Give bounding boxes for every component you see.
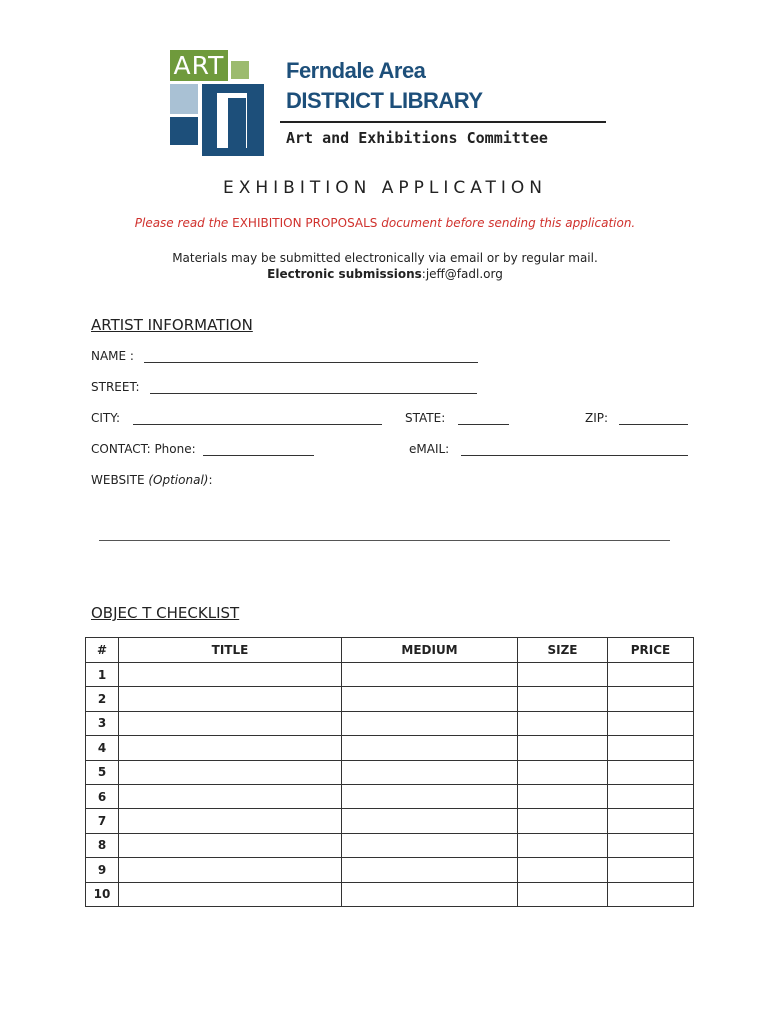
medium-cell[interactable]: [342, 809, 518, 833]
table-row: [86, 736, 694, 760]
logo-square: [170, 84, 198, 114]
materials-text: Materials may be submitted electronically via email or by regular mail.: [172, 251, 598, 265]
price-cell[interactable]: [608, 711, 694, 735]
row-number: 8: [86, 833, 119, 857]
medium-cell[interactable]: [342, 882, 518, 906]
state-field[interactable]: [458, 411, 509, 425]
title-cell[interactable]: [119, 809, 342, 833]
title-cell[interactable]: [119, 687, 342, 711]
table-row: [86, 663, 694, 687]
medium-cell[interactable]: [342, 736, 518, 760]
name-label: NAME :: [91, 349, 134, 363]
street-label: STREET:: [91, 380, 140, 394]
price-cell[interactable]: [608, 760, 694, 784]
section-checklist-heading: OBJEC T CHECKLIST: [91, 604, 240, 622]
website-colon: :: [208, 473, 213, 487]
title-cell[interactable]: [119, 833, 342, 857]
size-cell[interactable]: [518, 784, 608, 808]
website-label-text: WEBSITE: [91, 473, 149, 487]
email-label: eMAIL:: [409, 442, 450, 456]
price-cell[interactable]: [608, 882, 694, 906]
object-checklist-table: [85, 637, 694, 907]
row-number: 7: [86, 809, 119, 833]
row-number: 5: [86, 760, 119, 784]
table-row: [86, 882, 694, 906]
city-label: CITY:: [91, 411, 121, 425]
size-cell[interactable]: [518, 711, 608, 735]
email-field[interactable]: [461, 442, 688, 456]
city-field[interactable]: [133, 411, 382, 425]
title-cell[interactable]: [119, 663, 342, 687]
size-cell[interactable]: [518, 736, 608, 760]
logo-square: [170, 117, 198, 145]
logo-divider: [280, 121, 606, 123]
table-row: [86, 784, 694, 808]
table-header-row: [86, 638, 694, 663]
phone-label: CONTACT: Phone:: [91, 442, 196, 456]
state-label: STATE:: [405, 411, 446, 425]
title-cell[interactable]: [119, 736, 342, 760]
submission-line: [0, 267, 770, 281]
price-cell[interactable]: [608, 687, 694, 711]
section-artist-heading: ARTIST INFORMATION: [91, 316, 253, 334]
price-cell[interactable]: [608, 663, 694, 687]
website-label: [91, 473, 213, 487]
zip-label: ZIP:: [585, 411, 609, 425]
column-header-medium: MEDIUM: [342, 638, 518, 663]
website-optional: (Optional): [148, 473, 209, 487]
price-cell[interactable]: [608, 736, 694, 760]
note-post: document before sending this application.: [377, 216, 636, 230]
size-cell[interactable]: [518, 663, 608, 687]
column-header-number: #: [86, 638, 119, 663]
size-cell[interactable]: [518, 858, 608, 882]
size-cell[interactable]: [518, 882, 608, 906]
submission-email: :jeff@fadl.org: [421, 267, 503, 281]
title-cell[interactable]: [119, 784, 342, 808]
row-number: 1: [86, 663, 119, 687]
medium-cell[interactable]: [342, 784, 518, 808]
size-cell[interactable]: [518, 760, 608, 784]
submission-label: Electronic submissions: [267, 267, 422, 281]
library-name-line1: Ferndale Area: [286, 58, 426, 83]
table-row: [86, 760, 694, 784]
note-doc-name: EXHIBITION PROPOSALS: [232, 216, 378, 230]
note-pre: Please read the: [134, 216, 233, 230]
price-cell[interactable]: [608, 858, 694, 882]
size-cell[interactable]: [518, 687, 608, 711]
price-cell[interactable]: [608, 784, 694, 808]
phone-field[interactable]: [203, 442, 314, 456]
row-number: 10: [86, 882, 119, 906]
price-cell[interactable]: [608, 833, 694, 857]
instruction-note: [0, 216, 770, 230]
title-cell[interactable]: [119, 882, 342, 906]
medium-cell[interactable]: [342, 858, 518, 882]
medium-cell[interactable]: [342, 833, 518, 857]
table-row: [86, 833, 694, 857]
zip-field[interactable]: [619, 411, 688, 425]
committee-name: Art and Exhibitions Committee: [286, 129, 548, 147]
column-header-size: SIZE: [518, 638, 608, 663]
price-cell[interactable]: [608, 809, 694, 833]
website-field[interactable]: [99, 540, 670, 541]
row-number: 4: [86, 736, 119, 760]
table-row: [86, 711, 694, 735]
page-title: EXHIBITION APPLICATION: [222, 178, 548, 198]
table-row: [86, 809, 694, 833]
table-row: [86, 858, 694, 882]
medium-cell[interactable]: [342, 711, 518, 735]
row-number: 6: [86, 784, 119, 808]
title-cell[interactable]: [119, 760, 342, 784]
street-field[interactable]: [150, 380, 477, 394]
column-header-price: PRICE: [608, 638, 694, 663]
title-cell[interactable]: [119, 858, 342, 882]
library-name-line2: DISTRICT LIBRARY: [286, 88, 483, 113]
logo-door-leaf: [228, 98, 246, 154]
medium-cell[interactable]: [342, 663, 518, 687]
row-number: 3: [86, 711, 119, 735]
logo-square: [231, 61, 249, 79]
size-cell[interactable]: [518, 809, 608, 833]
title-cell[interactable]: [119, 711, 342, 735]
column-header-title: TITLE: [119, 638, 342, 663]
medium-cell[interactable]: [342, 760, 518, 784]
medium-cell[interactable]: [342, 687, 518, 711]
row-number: 2: [86, 687, 119, 711]
row-number: 9: [86, 858, 119, 882]
name-field[interactable]: [144, 349, 478, 363]
table-row: [86, 687, 694, 711]
size-cell[interactable]: [518, 833, 608, 857]
logo-art-badge: ART: [170, 50, 228, 81]
